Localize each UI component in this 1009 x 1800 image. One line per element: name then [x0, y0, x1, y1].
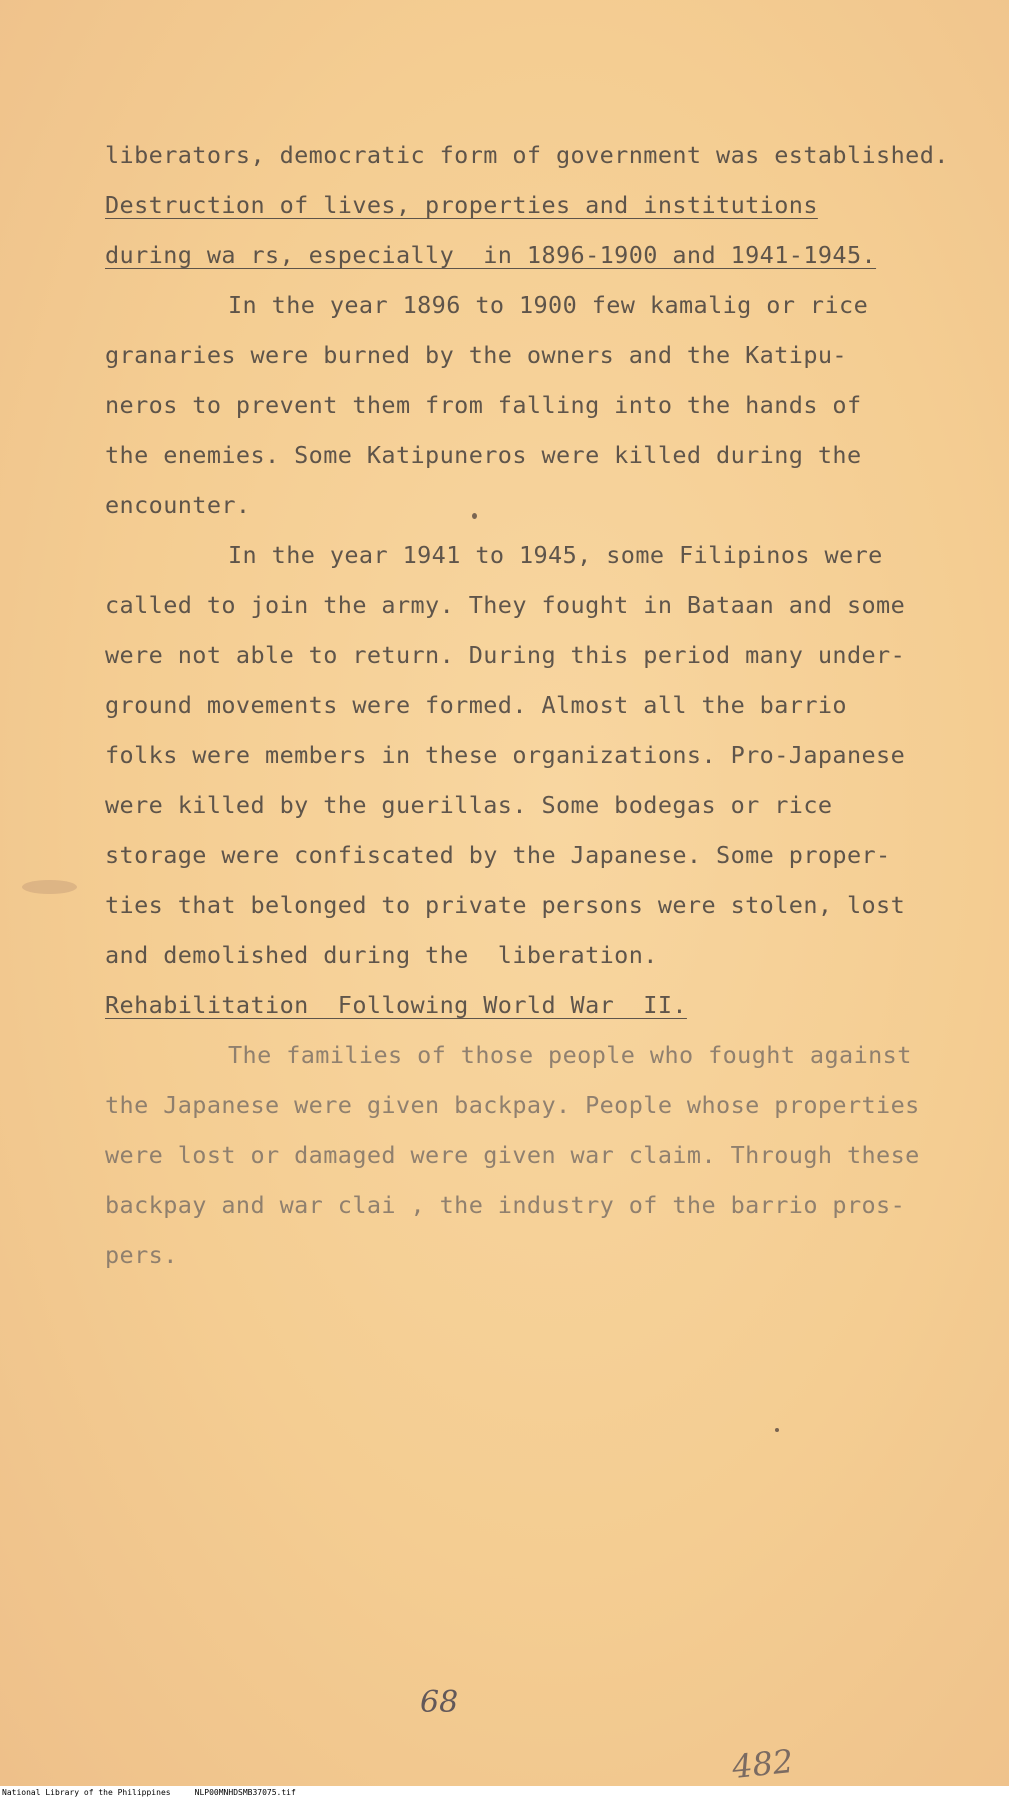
text-line: The families of those people who fought against: [228, 1041, 912, 1069]
archive-footer: National Library of the Philippines NLP00MNHDSMB37075.tif: [0, 1786, 1009, 1800]
ink-spot: [775, 1428, 779, 1432]
text-line: pers.: [105, 1241, 178, 1269]
text-line: and demolished during the liberation.: [105, 941, 658, 969]
text-line: were not able to return. During this period many under-: [105, 641, 906, 669]
text-line: ground movements were formed. Almost all the barrio: [105, 691, 847, 719]
page-number: 68: [420, 1685, 459, 1720]
text-line: storage were confiscated by the Japanese. Some proper-: [105, 841, 891, 869]
text-line: encounter.: [105, 491, 251, 519]
typewritten-text: [105, 130, 985, 1280]
section-heading-destruction: Destruction of lives, properties and institutions: [105, 191, 818, 219]
text-line: liberators, democratic form of government was established.: [105, 141, 949, 169]
text-line: In the year 1941 to 1945, some Filipinos were: [228, 541, 883, 569]
text-line: were killed by the guerillas. Some bodegas or rice: [105, 791, 833, 819]
handwritten-number: 482: [730, 1741, 795, 1787]
text-line: folks were members in these organizations. Pro-Japanese: [105, 741, 906, 769]
text-line: neros to prevent them from falling into the hands of: [105, 391, 862, 419]
section-heading-rehabilitation: Rehabilitation Following World War II.: [105, 991, 687, 1019]
margin-smudge: [22, 880, 77, 894]
text-line: granaries were burned by the owners and the Katipu-: [105, 341, 847, 369]
section-heading-destruction-cont: during wa rs, especially in 1896-1900 and 1941-1945.: [105, 241, 877, 269]
text-line: ties that belonged to private persons were stolen, lost: [105, 891, 906, 919]
text-line: the Japanese were given backpay. People whose properties: [105, 1091, 920, 1119]
text-line: called to join the army. They fought in Bataan and some: [105, 591, 906, 619]
ink-spot: [472, 513, 477, 519]
text-line: the enemies. Some Katipuneros were killed during the: [105, 441, 862, 469]
text-line: were lost or damaged were given war claim. Through these: [105, 1141, 920, 1169]
text-line: In the year 1896 to 1900 few kamalig or rice: [228, 291, 869, 319]
text-line: backpay and war clai , the industry of the barrio pros-: [105, 1191, 906, 1219]
